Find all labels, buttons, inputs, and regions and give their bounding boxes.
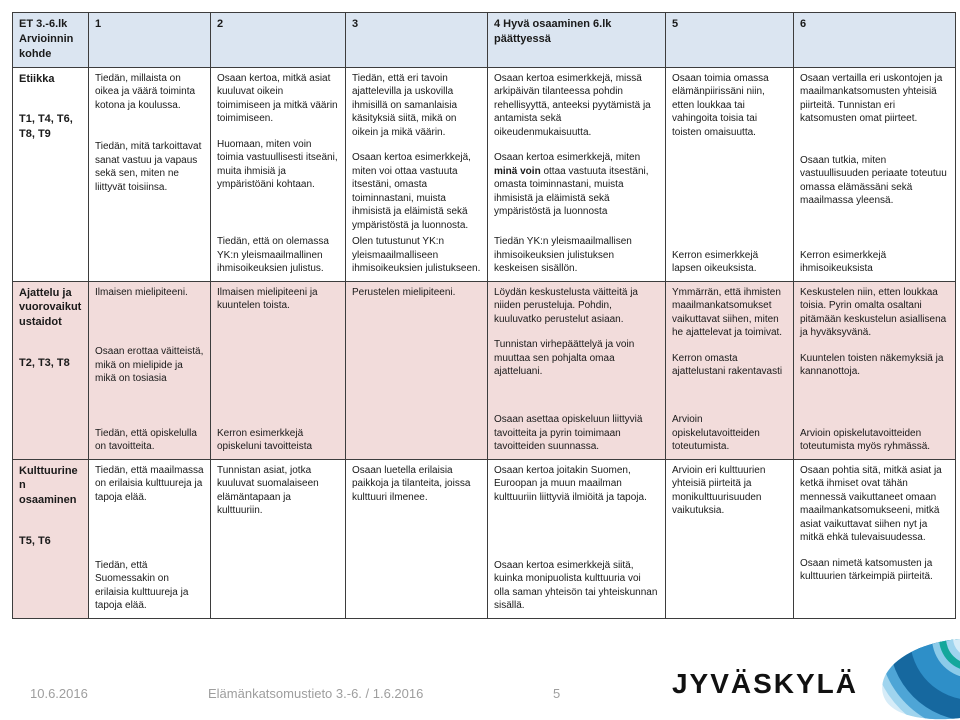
row-topic: Etiikka <box>19 72 55 85</box>
column-header-6 <box>794 13 956 68</box>
cell-paragraph: Osaan asettaa opiskeluun liittyviä tavoitteita ja pyrin toimimaan tavoitteiden suunnassa. <box>494 414 643 453</box>
cell-paragraph: Osaan toimia omassa elämänpiirissäni niin, etten loukkaa tai vahingoita toisia tai toisten omaisuutta. <box>672 72 769 138</box>
cell-etiikka-level3 <box>346 68 488 282</box>
cell-paragraph: Tiedän, millaista on oikea ja väärä toiminta kotona ja koulussa. <box>95 72 196 111</box>
cell-paragraph: Kuuntelen toisten näkemyksiä ja kannanottoja. <box>800 352 944 378</box>
row-label-ajattelu <box>13 282 89 460</box>
cell-paragraph: Kerron esimerkkejä lapsen oikeuksista. <box>672 249 759 275</box>
cell-ajattelu-level2 <box>211 282 346 460</box>
cell-paragraph: Tunnistan asiat, jotka kuuluvat suomalaiseen elämäntapaan ja kulttuuriin. <box>217 464 319 517</box>
text-run: Osaan kertoa esimerkkejä, miten <box>494 152 641 164</box>
cell-ajattelu-level6 <box>794 282 956 460</box>
column-header-label: 6 <box>800 18 807 30</box>
cell-kulttuurinen-level3 <box>346 460 488 619</box>
cell-paragraph: Arvioin eri kulttuurien yhteisiä piirteitä ja monikulttuurisuuden vaikutuksia. <box>672 464 766 517</box>
cell-ajattelu-level4 <box>488 282 666 460</box>
cell-paragraph: Ymmärrän, että ihmisten maailmankatsomukset vaikuttavat siihen, miten he ajattelevat ja toimivat. <box>672 286 783 339</box>
cell-paragraph: Osaan nimetä katsomusten ja kulttuurien tärkeimpiä piirteitä. <box>800 557 933 583</box>
cell-paragraph: Tunnistan virhepäättelyä ja voin muuttaa sen pohjalta omaa ajatteluani. <box>494 339 635 378</box>
jyvaskyla-wordmark: JYVÄSKYLÄ <box>671 668 858 699</box>
cell-paragraph: Tiedän, että maailmassa on erilaisia kulttuureja ja tapoja elää. <box>95 464 204 503</box>
cell-kulttuurinen-level2 <box>211 460 346 619</box>
cell-paragraph-rich <box>494 151 659 219</box>
cell-paragraph: Tiedän, että Suomessakin on erilaisia kulttuureja ja tapoja elää. <box>95 559 189 612</box>
row-label-kulttuurinen <box>13 460 89 619</box>
cell-paragraph: Osaan luetella erilaisia paikkoja ja tilanteita, joissa kulttuuri ilmenee. <box>352 464 471 503</box>
column-header-5 <box>666 13 794 68</box>
footer-date: 10.6.2016 <box>30 686 88 701</box>
row-tasks: T5, T6 <box>19 535 51 548</box>
footer-page-number: 5 <box>553 686 561 701</box>
cell-etiikka-level6 <box>794 68 956 282</box>
assessment-rubric-table <box>12 12 956 619</box>
row-label-etiikka <box>13 68 89 282</box>
cell-ajattelu-level5 <box>666 282 794 460</box>
column-header-label: 5 <box>672 18 679 30</box>
cell-paragraph: Ilmaisen mielipiteeni ja kuuntelen toista. <box>217 286 318 312</box>
column-header-3 <box>346 13 488 68</box>
column-header-label: 2 <box>217 18 224 30</box>
cell-paragraph: Osaan kertoa joitakin Suomen, Euroopan ja muun maailman kulttuuriin liittyviä ilmiöitä ja tapoja. <box>494 464 647 503</box>
cell-paragraph: Tiedän, että on olemassa YK:n yleismaailmallinen ihmisoikeuksien julistus. <box>217 236 329 275</box>
cell-paragraph: Tiedän, mitä tarkoittavat sanat vastuu ja vapaus sekä sen, miten ne liittyvät toisiinsa. <box>95 141 202 193</box>
cell-etiikka-level5 <box>666 68 794 282</box>
row-topic: Ajattelu ja vuorovaikutustaidot <box>19 286 82 329</box>
column-header-2 <box>211 13 346 68</box>
cell-ajattelu-level3 <box>346 282 488 460</box>
cell-paragraph: Kerron esimerkkejä ihmisoikeuksista <box>800 249 887 275</box>
cell-paragraph: Perustelen mielipiteeni. <box>352 286 456 298</box>
cell-paragraph: Kerron esimerkkejä opiskeluni tavoitteista <box>217 427 313 453</box>
column-header-1 <box>89 13 211 68</box>
cell-ajattelu-level1 <box>89 282 211 460</box>
cell-paragraph: Arvioin opiskelutavoitteiden toteutumista. <box>672 414 760 453</box>
cell-kulttuurinen-level5 <box>666 460 794 619</box>
cell-etiikka-level4 <box>488 68 666 282</box>
cell-paragraph: Osaan pohtia sitä, mitkä asiat ja ketkä ihmiset ovat tähän mennessä vaikuttaneet omaan maailmankatsomukseeni, mitkä asiat vaikuttavat siihen nyt ja mitkä ehkä tulevaisuudessa. <box>800 464 942 544</box>
jyvaskyla-logo-swoosh-icon <box>872 638 960 720</box>
cell-paragraph: Olen tutustunut YK:n yleismaailmalliseen ihmisoikeuksien julistukseen. <box>352 236 481 275</box>
cell-paragraph: Tiedän, että eri tavoin ajattelevilla ja uskovilla ihmisillä on samanlaisia käsityksiä siitä, mikä on oikein ja mikä väärin. <box>352 72 458 138</box>
cell-paragraph: Arvioin opiskelutavoitteiden toteutumista myös ryhmässä. <box>800 427 931 453</box>
cell-etiikka-level2 <box>211 68 346 282</box>
column-header-4 <box>488 13 666 68</box>
cell-paragraph: Osaan kertoa esimerkkejä siitä, kuinka monipuolista kulttuuria voi olla saman yhteisön tai yhteiskunnan sisällä. <box>494 559 658 612</box>
cell-kulttuurinen-level6 <box>794 460 956 619</box>
column-header-label: 1 <box>95 18 102 30</box>
cell-paragraph: Osaan erottaa väitteistä, mikä on mielipide ja mikä on tosiasia <box>95 346 204 385</box>
cell-paragraph: Osaan kertoa, mitkä asiat kuuluvat oikein toimimiseen ja mitkä väärin toimimiseen. <box>217 72 338 125</box>
cell-kulttuurinen-level1 <box>89 460 211 619</box>
row-tasks: T2, T3, T8 <box>19 357 70 370</box>
cell-paragraph: Keskustelen niin, etten loukkaa toisia. Pyrin omalta osaltani pitämään keskustelun asiallisena ja hyväksyvänä. <box>800 286 947 339</box>
column-header-label: ET 3.-6.lk Arvioinnin kohde <box>19 18 74 60</box>
cell-paragraph: Ilmaisen mielipiteeni. <box>95 286 188 298</box>
cell-paragraph: Osaan vertailla eri uskontojen ja maailmankatsomusten yhteisiä piirteitä. Tunnistan eri katsomusten omat piirteet. <box>800 72 943 125</box>
column-header-label: 4 Hyvä osaaminen 6.lk päättyessä <box>494 18 612 45</box>
text-run: ottaa vastuuta itsestäni, omasta toiminnastani, muista ihmisistä ja eläimistä sekä ympäristöstä ja luonnosta <box>494 165 649 218</box>
cell-paragraph: Tiedän YK:n yleismaailmallisen ihmisoikeuksien julistuksen keskeisen sisällön. <box>494 236 632 275</box>
row-topic: Kulttuurinen osaaminen <box>19 464 78 507</box>
cell-paragraph: Osaan kertoa esimerkkejä, missä arkipäivän tilanteessa pohdin rehellisyyttä, anteeksi pyytämistä ja antamista sekä oikeudenmukaisuutta. <box>494 72 651 138</box>
cell-kulttuurinen-level4 <box>488 460 666 619</box>
cell-paragraph: Tiedän, että opiskelulla on tavoitteita. <box>95 427 197 453</box>
cell-paragraph: Huomaan, miten voin toimia vastuullisesti itseäni, muita ihmisiä ja ympäristöäni kohtaan. <box>217 138 338 191</box>
cell-paragraph: Löydän keskustelusta väitteitä ja niiden perusteluja. Pohdin, kuuluvatko perustelut asiaan. <box>494 286 638 325</box>
column-header-label: 3 <box>352 18 359 30</box>
row-tasks: T1, T4, T6, T8, T9 <box>19 113 73 141</box>
bold-text-run: minä voin <box>494 165 541 177</box>
cell-paragraph: Osaan kertoa esimerkkejä, miten voi ottaa vastuuta itsestäni, omasta toiminnastani, muista ihmisistä ja eläimistä sekä ympäristöstä ja luonnosta. <box>352 152 471 231</box>
cell-paragraph: Osaan tutkia, miten vastuullisuuden periaate toteutuu omassa elämässäni sekä maailmassa yleensä. <box>800 154 947 207</box>
cell-etiikka-level1 <box>89 68 211 282</box>
column-header-criteria <box>13 13 89 68</box>
cell-paragraph: Kerron omasta ajattelustani rakentavasti <box>672 352 783 378</box>
footer-doc-title: Elämänkatsomustieto 3.-6. / 1.6.2016 <box>208 686 424 701</box>
